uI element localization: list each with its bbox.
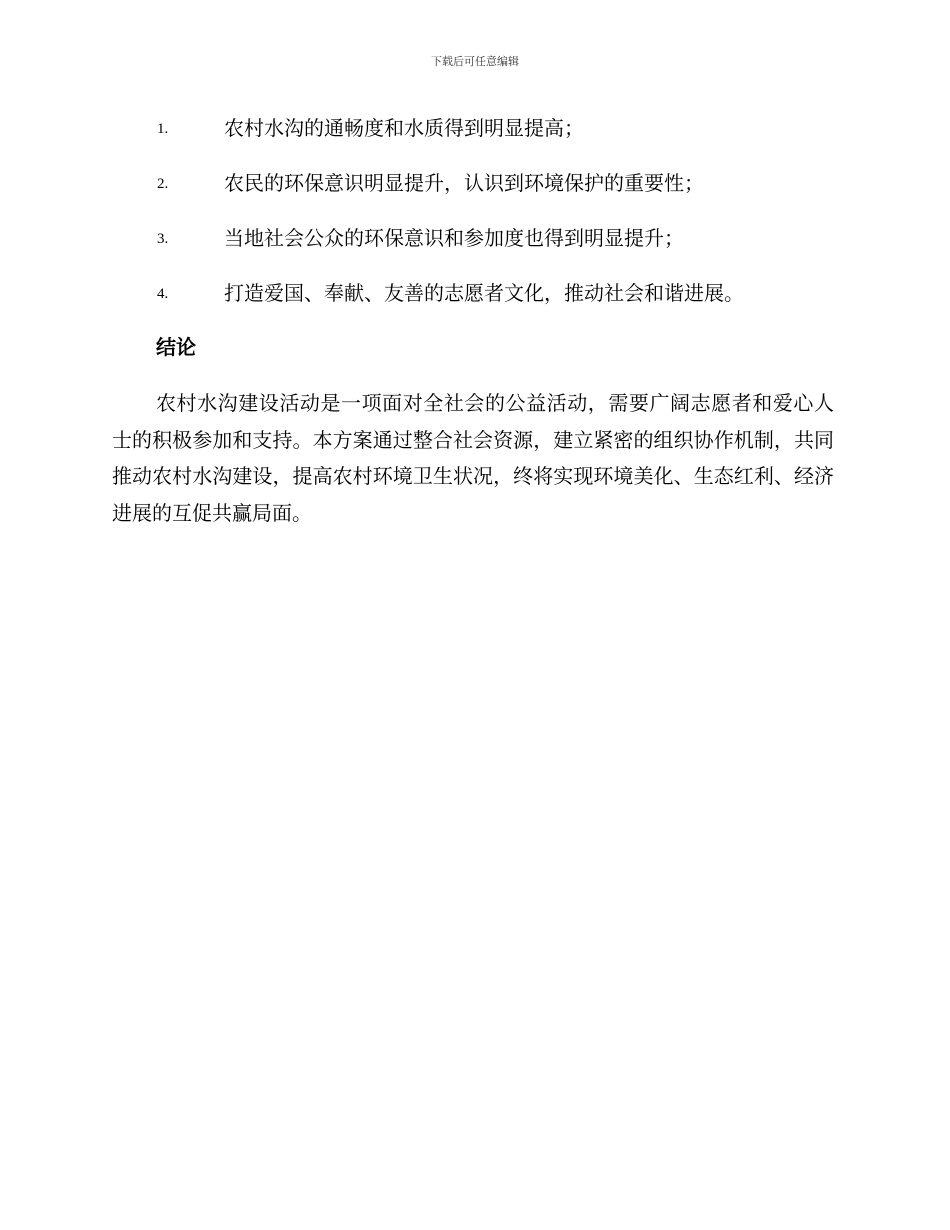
list-item-number: 3. (157, 231, 169, 247)
list-item (0, 112, 950, 167)
list-item-number: 1. (157, 121, 169, 137)
list-item-text: 农民的环保意识明显提升，认识到环境保护的重要性； (224, 171, 704, 195)
list-item-number: 2. (157, 176, 169, 192)
section-heading-conclusion: 结论 (156, 335, 196, 359)
list-item (0, 222, 950, 277)
list-item-number: 4. (157, 286, 169, 302)
conclusion-paragraph: 农村水沟建设活动是一项面对全社会的公益活动，需要广阔志愿者和爱心人士的积极参加和支持。本方案通过整合社会资源，建立紧密的组织协作机制，共同推动农村水沟建设，提高农村环境卫生状况，终将实现环境美化、生态红利、经济进展的互促共赢局面。 (112, 391, 834, 526)
page-header: 下载后可任意编辑 (431, 55, 519, 68)
list-item (0, 277, 950, 332)
numbered-list (0, 112, 950, 332)
list-item-text: 农村水沟的通畅度和水质得到明显提高； (224, 116, 584, 140)
list-item (0, 167, 950, 222)
list-item-text: 当地社会公众的环保意识和参加度也得到明显提升； (224, 226, 684, 250)
list-item-text: 打造爱国、奉献、友善的志愿者文化，推动社会和谐进展。 (224, 281, 744, 305)
